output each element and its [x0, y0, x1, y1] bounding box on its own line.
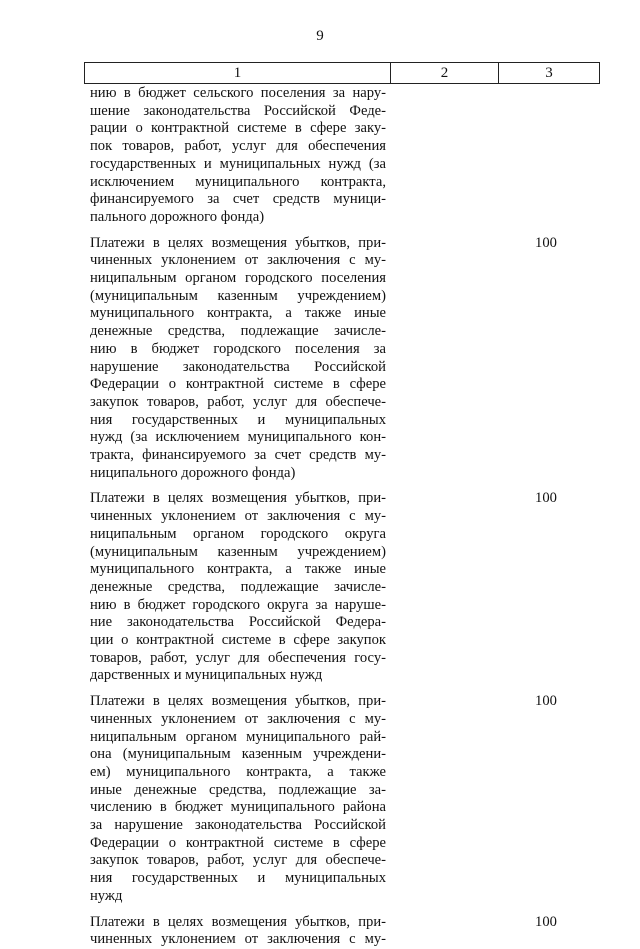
text-line: закупок товаров, работ, услуг для обеспече- — [90, 852, 386, 869]
text-line: за нарушение законодательства Российской — [90, 817, 386, 834]
text-line: ниципальным органом городского поселения — [90, 270, 386, 286]
text-line: пального дорожного фонда) — [90, 208, 265, 225]
row-description — [90, 235, 386, 483]
text-line: исключением муниципального контракта, — [90, 173, 386, 190]
text-line: денежные средства, подлежащие зачисле- — [90, 323, 386, 340]
text-line: пок товаров, работ, услуг для обеспечения — [90, 138, 386, 155]
text-line: чиненных уклонением от заключения с му- — [90, 710, 386, 727]
text-line: государственных и муниципальных нужд (за — [90, 155, 386, 172]
row-value: 100 — [535, 234, 557, 251]
text-line: нию в бюджет сельского поселения за нару- — [90, 85, 386, 101]
row-description — [90, 85, 386, 227]
row-value: 100 — [535, 913, 557, 930]
text-line: Платежи в целях возмещения убытков, при- — [90, 913, 386, 930]
row-value: 100 — [535, 490, 557, 507]
text-line: шение законодательства Российской Феде- — [90, 102, 386, 119]
text-line: чиненных уклонением от заключения с му- — [90, 931, 386, 948]
text-line: финансируемого за счет средств муници- — [90, 191, 386, 208]
text-line: товаров, работ, услуг для обеспечения госу- — [90, 649, 386, 666]
text-line: Платежи в целях возмещения убытков, при- — [90, 234, 386, 251]
text-line: Федерации о контрактной системе в сфере — [90, 834, 386, 851]
text-line: ниципальным органом городского округа — [90, 525, 386, 542]
text-line: ния государственных и муниципальных — [90, 870, 386, 887]
row-value: 100 — [535, 693, 557, 710]
page-number: 9 — [316, 28, 324, 44]
text-line: закупок товаров, работ, услуг для обеспече- — [90, 393, 386, 410]
row-description — [90, 693, 386, 905]
text-line: тракта, финансируемого за счет средств му- — [90, 447, 386, 464]
text-line: муниципального контракта, а также иные — [90, 305, 386, 322]
text-line: чиненных уклонением от заключения с му- — [90, 508, 386, 525]
text-line: ние законодательства Российской Федера- — [90, 614, 386, 631]
row-description — [90, 914, 386, 949]
text-line: денежные средства, подлежащие зачисле- — [90, 578, 386, 595]
text-line: муниципального контракта, а также иные — [90, 561, 386, 578]
header-col-1: 1 — [85, 63, 391, 83]
text-line: (муниципальным казенным учреждением) — [90, 287, 386, 304]
header-col-2: 2 — [391, 63, 499, 83]
text-line: иные денежные средства, подлежащие за- — [90, 781, 386, 798]
text-line: нужд — [90, 887, 123, 904]
text-line: нию в бюджет городского округа за наруше- — [90, 596, 386, 613]
text-line: ния государственных и муниципальных — [90, 411, 386, 428]
text-line: она (муниципальным казенным учреждени- — [90, 746, 386, 763]
table-header — [84, 62, 600, 84]
row-description — [90, 490, 386, 685]
text-line: (муниципальным казенным учреждением) — [90, 543, 386, 560]
text-line: ем) муниципального контракта, а также — [90, 763, 386, 780]
text-line: Федерации о контрактной системе в сфере — [90, 376, 386, 393]
text-line: чиненных уклонением от заключения с му- — [90, 252, 386, 269]
text-line: Платежи в целях возмещения убытков, при- — [90, 693, 386, 710]
header-col-3: 3 — [545, 64, 553, 81]
text-line: ниципальным органом муниципального рай- — [90, 728, 386, 745]
text-line: дарственных и муниципальных нужд — [90, 667, 323, 684]
text-line: ции о контрактной системе в сфере закупок — [90, 632, 386, 649]
text-line: нию в бюджет городского поселения за — [90, 340, 386, 357]
text-line: Платежи в целях возмещения убытков, при- — [90, 490, 386, 507]
text-line: рации о контрактной системе в сфере заку- — [90, 120, 386, 137]
text-line: ниципального дорожного фонда) — [90, 464, 296, 481]
text-line: числению в бюджет муниципального района — [90, 799, 386, 816]
text-line: нужд (за исключением муниципального кон- — [90, 429, 386, 446]
text-line: нарушение законодательства Российской — [90, 358, 386, 375]
